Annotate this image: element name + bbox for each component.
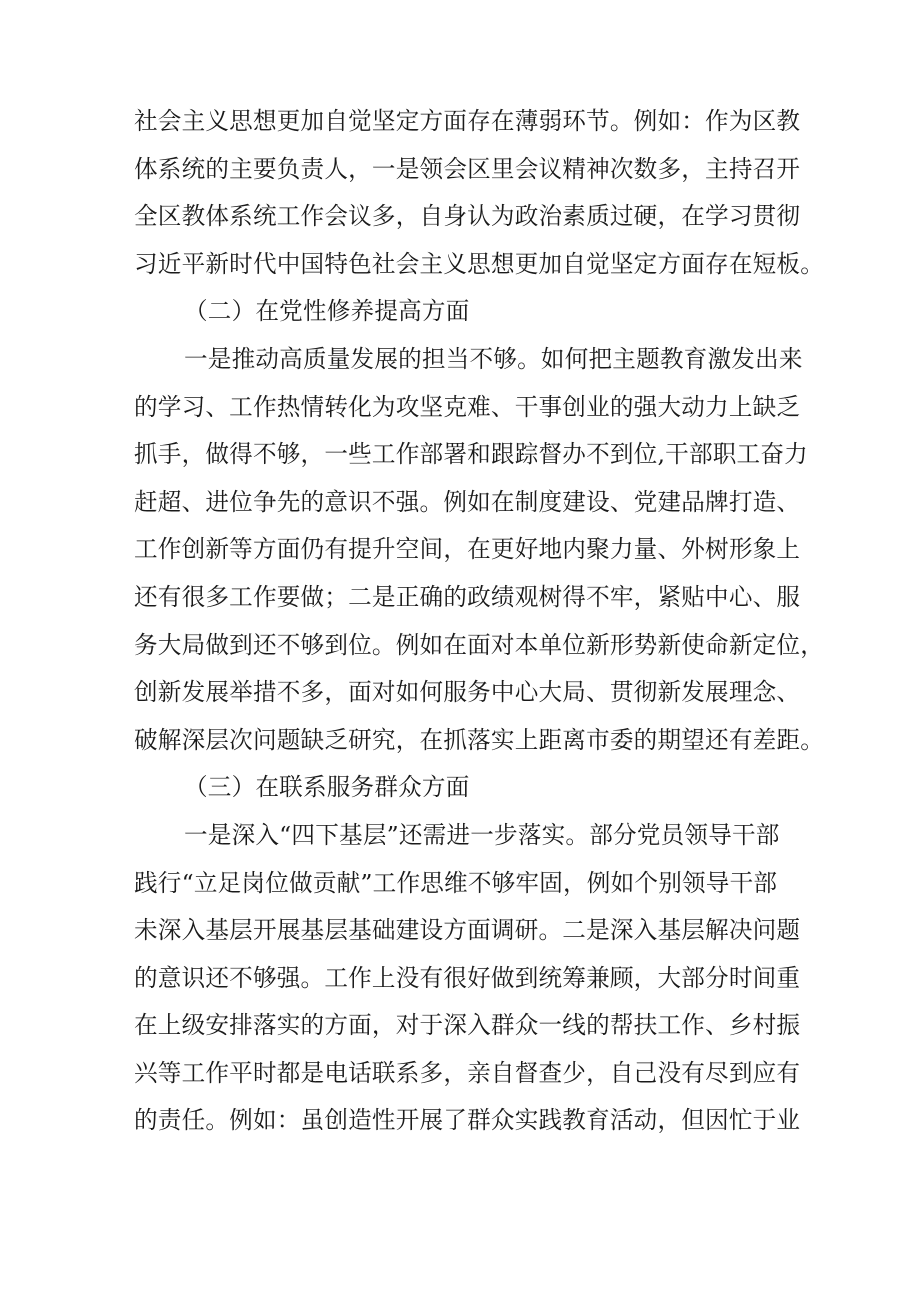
paragraph-line: 创新发展举措不多，面对如何服务中心大局、贯彻新发展理念、 bbox=[134, 678, 801, 707]
paragraph-line: 全区教体系统工作会议多，自身认为政治素质过硬，在学习贯彻 bbox=[134, 202, 801, 231]
paragraph-first-line: 一是深入“四下基层”还需进一步落实。部分党员领导干部 bbox=[184, 820, 780, 849]
paragraph-line: 兴等工作平时都是电话联系多，亲自督查少，自己没有尽到应有 bbox=[134, 1058, 801, 1087]
paragraph-line: 还有很多工作要做；二是正确的政绩观树得不牢，紧贴中心、服 bbox=[134, 582, 801, 611]
paragraph-line: 破解深层次问题缺乏研究，在抓落实上距离市委的期望还有差距。 bbox=[134, 725, 825, 754]
document-body bbox=[134, 98, 825, 1145]
section-heading-3: （三）在联系服务群众方面 bbox=[184, 773, 470, 802]
paragraph-line: 践行“立足岗位做贡献”工作思维不够牢固，例如个别领导干部 bbox=[134, 868, 778, 897]
paragraph-line: 的学习、工作热情转化为攻坚克难、干事创业的强大动力上缺乏 bbox=[134, 392, 801, 421]
paragraph-line: 赶超、进位争先的意识不强。例如在制度建设、党建品牌打造、 bbox=[134, 487, 801, 516]
paragraph-line: 务大局做到还不够到位。例如在面对本单位新形势新使命新定位， bbox=[134, 630, 825, 659]
paragraph-first-line: 一是推动高质量发展的担当不够。如何把主题教育激发出来 bbox=[184, 344, 803, 373]
paragraph-line: 的意识还不够强。工作上没有很好做到统筹兼顾，大部分时间重 bbox=[134, 963, 801, 992]
paragraph-line: 习近平新时代中国特色社会主义思想更加自觉坚定方面存在短板。 bbox=[134, 249, 825, 278]
paragraph-line: 社会主义思想更加自觉坚定方面存在薄弱环节。例如：作为区教 bbox=[134, 107, 801, 135]
paragraph-line: 体系统的主要负责人，一是领会区里会议精神次数多，主持召开 bbox=[134, 154, 801, 183]
paragraph-line: 的责任。例如：虽创造性开展了群众实践教育活动，但因忙于业 bbox=[134, 1106, 801, 1135]
paragraph-line: 在上级安排落实的方面，对于深入群众一线的帮扶工作、乡村振 bbox=[134, 1011, 801, 1040]
paragraph-line: 抓手，做得不够，一些工作部署和跟踪督办不到位,干部职工奋力 bbox=[134, 440, 808, 469]
paragraph-line: 工作创新等方面仍有提升空间，在更好地内聚力量、外树形象上 bbox=[134, 535, 801, 564]
section-heading-2: （二）在党性修养提高方面 bbox=[184, 297, 470, 326]
paragraph-line: 未深入基层开展基层基础建设方面调研。二是深入基层解决问题 bbox=[134, 916, 801, 945]
